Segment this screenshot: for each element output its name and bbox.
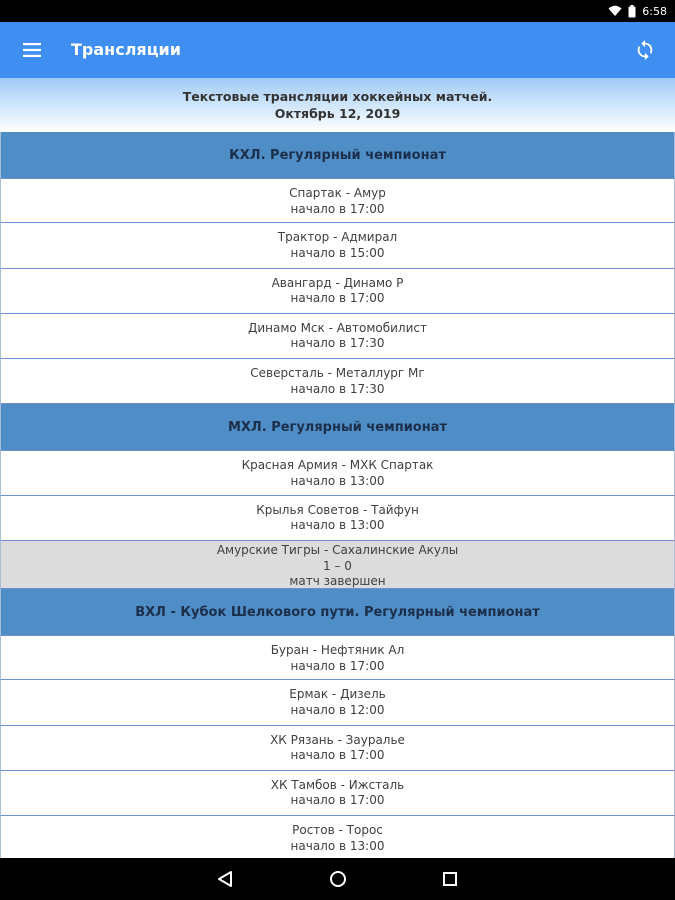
- match-teams: ХК Рязань - Зауралье: [270, 732, 405, 747]
- refresh-icon: [634, 39, 656, 61]
- match-teams: Крылья Советов - Тайфун: [256, 502, 419, 517]
- match-status: начало в 17:00: [290, 291, 385, 306]
- back-button[interactable]: [212, 866, 238, 892]
- match-status: начало в 15:00: [290, 245, 385, 260]
- menu-icon: [23, 43, 41, 57]
- banner-subtitle: Текстовые трансляции хоккейных матчей.: [182, 89, 493, 104]
- navigation-bar: [0, 858, 675, 900]
- match-row[interactable]: [0, 450, 675, 495]
- section-header: МХЛ. Регулярный чемпионат: [0, 404, 675, 450]
- match-teams: Амурские Тигры - Сахалинские Акулы: [216, 543, 459, 558]
- banner: [0, 78, 675, 132]
- match-list[interactable]: [0, 132, 675, 858]
- match-row[interactable]: [0, 178, 675, 223]
- match-row[interactable]: [0, 496, 675, 541]
- match-status: начало в 17:00: [290, 748, 385, 763]
- match-teams: Авангард - Динамо Р: [271, 275, 404, 290]
- section-header: ВХЛ - Кубок Шелкового пути. Регулярный чемпионат: [0, 589, 675, 635]
- match-teams: Северсталь - Металлург Мг: [250, 366, 425, 381]
- match-status: начало в 17:00: [290, 793, 385, 808]
- match-teams: Трактор - Адмирал: [277, 230, 398, 245]
- app-title: Трансляции: [71, 40, 181, 59]
- status-time: 6:58: [642, 4, 667, 18]
- status-bar: [0, 0, 675, 22]
- match-teams: Спартак - Амур: [289, 186, 386, 200]
- match-row[interactable]: [0, 359, 675, 404]
- match-status: начало в 13:00: [290, 518, 385, 533]
- match-row[interactable]: [0, 269, 675, 314]
- menu-button[interactable]: [16, 36, 48, 64]
- match-status: начало в 17:00: [290, 201, 385, 216]
- match-teams: ХК Тамбов - Ижсталь: [270, 777, 405, 792]
- match-row-finished[interactable]: [0, 541, 675, 589]
- status-icons: [608, 0, 667, 22]
- home-button[interactable]: [325, 866, 351, 892]
- match-teams: Красная Армия - МХК Спартак: [241, 458, 434, 473]
- match-status: начало в 17:00: [290, 658, 385, 673]
- match-row[interactable]: [0, 635, 675, 680]
- match-status: начало в 13:00: [290, 838, 385, 853]
- home-icon: [329, 870, 347, 888]
- match-row[interactable]: [0, 726, 675, 771]
- wifi-icon: [608, 5, 622, 17]
- match-score: 1 – 0: [323, 558, 352, 573]
- match-teams: Динамо Мск - Автомобилист: [247, 320, 427, 335]
- match-status: начало в 12:00: [290, 702, 385, 717]
- match-status: начало в 13:00: [290, 473, 385, 488]
- match-row[interactable]: [0, 816, 675, 858]
- app-bar: [0, 22, 675, 78]
- back-icon: [217, 870, 233, 888]
- match-teams: Ермак - Дизель: [289, 687, 386, 702]
- match-row[interactable]: [0, 680, 675, 725]
- battery-icon: [628, 5, 636, 18]
- match-row[interactable]: [0, 223, 675, 268]
- recents-button[interactable]: [437, 866, 463, 892]
- match-status: начало в 17:30: [290, 381, 385, 396]
- match-teams: Ростов - Торос: [292, 823, 383, 838]
- section-header: КХЛ. Регулярный чемпионат: [0, 132, 675, 178]
- match-status: начало в 17:30: [290, 336, 385, 351]
- banner-date: Октябрь 12, 2019: [274, 106, 401, 121]
- recents-icon: [442, 871, 458, 887]
- match-teams: Буран - Нефтяник Ал: [270, 643, 405, 658]
- match-row[interactable]: [0, 314, 675, 359]
- match-status: матч завершен: [289, 574, 386, 589]
- match-row[interactable]: [0, 771, 675, 816]
- refresh-button[interactable]: [631, 36, 659, 64]
